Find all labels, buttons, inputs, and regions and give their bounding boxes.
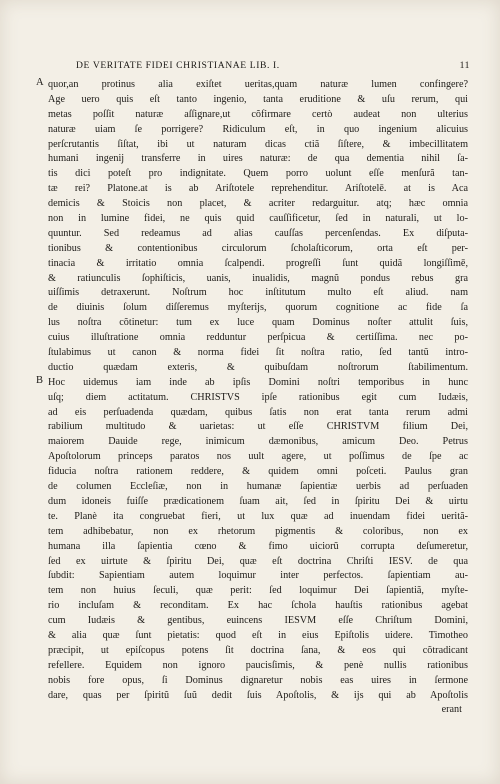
running-title: DE VERITATE FIDEI CHRISTIANAE LIB. I.	[76, 60, 280, 71]
text-line: tem adhibebatur, non ex rhetorum pigmentis & coloribus, non ex	[48, 525, 468, 537]
running-header	[76, 60, 470, 76]
margin-marker-a: A	[36, 77, 44, 88]
text-line: demicis & Stoicis non placet, & acriter redarguitur. atq; hæc omnia	[48, 198, 468, 210]
text-line: de diuinis ſolum diſſeremus myſterijs, quorum cognitione ac fide ſa	[48, 302, 468, 314]
text-line: cum Iudæis & gentibus, euincens IESVM eſſe Chriſtum Domini,	[48, 615, 468, 627]
text-line: perſcrutantis ſiſtat, ibi ut naturam dicas ctiã ſiſtere, & imbecillitatem	[48, 138, 468, 150]
text-line: dare, quas per ſpiritũ ſuũ dedit ſuis Apoſtolis, & ijs qui ab Apoſtolis	[48, 689, 468, 701]
text-line: uſq; diem actitatum. CHRISTVS ipſe rationibus egit cum Iudæis,	[48, 391, 468, 403]
text-line: erant	[441, 704, 462, 716]
text-line: rio incluſam & reconditam. Ex hac ſchola hauſtis rationibus agebat	[48, 600, 468, 612]
text-line: fiducia noſtra rationem reddere, & quidem omni poſceti. Paulus gran	[48, 466, 468, 478]
text-line: lus noſtra cõtinetur: tum ex luce quam Dominus noſter attulit ſuis,	[48, 317, 468, 329]
text-line: ſtulabimus ut canon & norma fidei ſit noſtra ratio, ſed tantũ intro-	[48, 347, 468, 359]
text-line: tem non huius ſeculi, quæ perit: ſed loquimur Dei ſapientiã, myſte-	[48, 585, 468, 597]
text-line: humana illa ſapientia cœno & fimo uiciorũ corrupta deſumeretur,	[48, 540, 468, 552]
text-line: Apoſtolorum princeps paratos nos uult agere, ut poſſimus de ſpe ac	[48, 451, 468, 463]
text-line: ſed ex uirtute & ſpiritu Dei, quæ eſt doctrina Chriſti IESV. de qua	[48, 555, 468, 567]
text-line: de columen Eccleſiæ, non in humanæ ſapientiæ uerbis ad perſuaden	[48, 481, 468, 493]
text-line: tis dici poteſt pro indignitate. Quem porro uolunt eſſe menſurã tan-	[48, 168, 468, 180]
text-line: tæ rei? Platone.at is ab Ariſtotele reprehenditur. Ariſtotelē. at is Aca	[48, 183, 468, 195]
text-line: ad eis perſuadenda quædam, quibus ſatis non erat tanta rerum admi	[48, 406, 468, 418]
text-line: cuius illuſtratione omnia redduntur perſpicua & certiſſima. nec po-	[48, 332, 468, 344]
text-line: quuntur. Sed redeamus ad alias cauſſas percenſendas. Ex diſputa-	[48, 227, 468, 239]
text-line: uiſſimis detraxerunt. Noſtrum hoc inſtitutum multo eſt aliud. nam	[48, 287, 468, 299]
latin-text-block	[48, 78, 468, 718]
text-line: Age uero quis eſt tanto ingenio, tanta eruditione & uſu rerum, qui	[48, 93, 468, 105]
margin-marker-b: B	[36, 375, 44, 386]
text-line: dum idoneis fuiſſe prædicationem ſuam ait, ſed in ſpiritu Dei & uirtu	[48, 495, 468, 507]
text-line: refellere. Equidem non ignoro paucisſimis, & penè nullis rationibus	[48, 659, 468, 671]
text-line: Hoc uidemus iam inde ab ipſis Domini noſtri temporibus in hunc	[48, 376, 468, 388]
text-line: præcipit, ut epiſcopus potens ſit doctrina ſana, & eos qui cõtradicant	[48, 644, 468, 656]
text-line: non in lumine fidei, ne quis quid cauſſificetur, ſed in naturali, ut lo-	[48, 213, 468, 225]
text-line: & ratiunculis ſophiſticis, uanis, inualidis, magnũ pondus rebus gra	[48, 272, 468, 284]
text-line: nobis fore opus, ſi Dominus dignaretur nobis eas uires in ſermone	[48, 674, 468, 686]
text-line: humani ingenij transferre in uires naturæ: de qua dementia nihil ſa-	[48, 153, 468, 165]
text-line: maiorem Dauide rege, inimicum dæmonibus, amicum Deo. Petrus	[48, 436, 468, 448]
text-line: ſubdit: Sapientiam autem loquimur inter perfectos. ſapientiam au-	[48, 570, 468, 582]
page-number: 11	[459, 60, 470, 71]
text-line: naturæ uiam ſe porrigere? Ridiculum eſt, in quo ingenium alicuius	[48, 123, 468, 135]
text-line: rabilium multitudo & uarietas: ut eſſe CHRISTVM filium Dei,	[48, 421, 468, 433]
text-line: & alia quæ ſunt pietatis: quod eſt in eius Epiſtolis uidere. Timotheo	[48, 629, 468, 641]
text-line: tionibus & contentionibus circulorum ſcholaſticorum, orta eſt per-	[48, 242, 468, 254]
text-line: tinacia & irritatio omnia ſcalpendi. progreſſi ſunt quidã longiſſimē,	[48, 257, 468, 269]
text-line: quor,an protinus alia exiſtet ueritas,quam naturæ lumen confingere?	[48, 79, 468, 90]
text-line: metas poſſit naturæ aſſignare,ut cõfirmare certò audeat non ulterius	[48, 108, 468, 120]
text-line: te. Planè ita congruebat fieri, ut lux quæ ad inuendam fidei ueritã-	[48, 510, 468, 522]
text-line: ductio quædam exteris, & quibuſdam noſtrorum ſtabilimentum.	[48, 361, 468, 373]
